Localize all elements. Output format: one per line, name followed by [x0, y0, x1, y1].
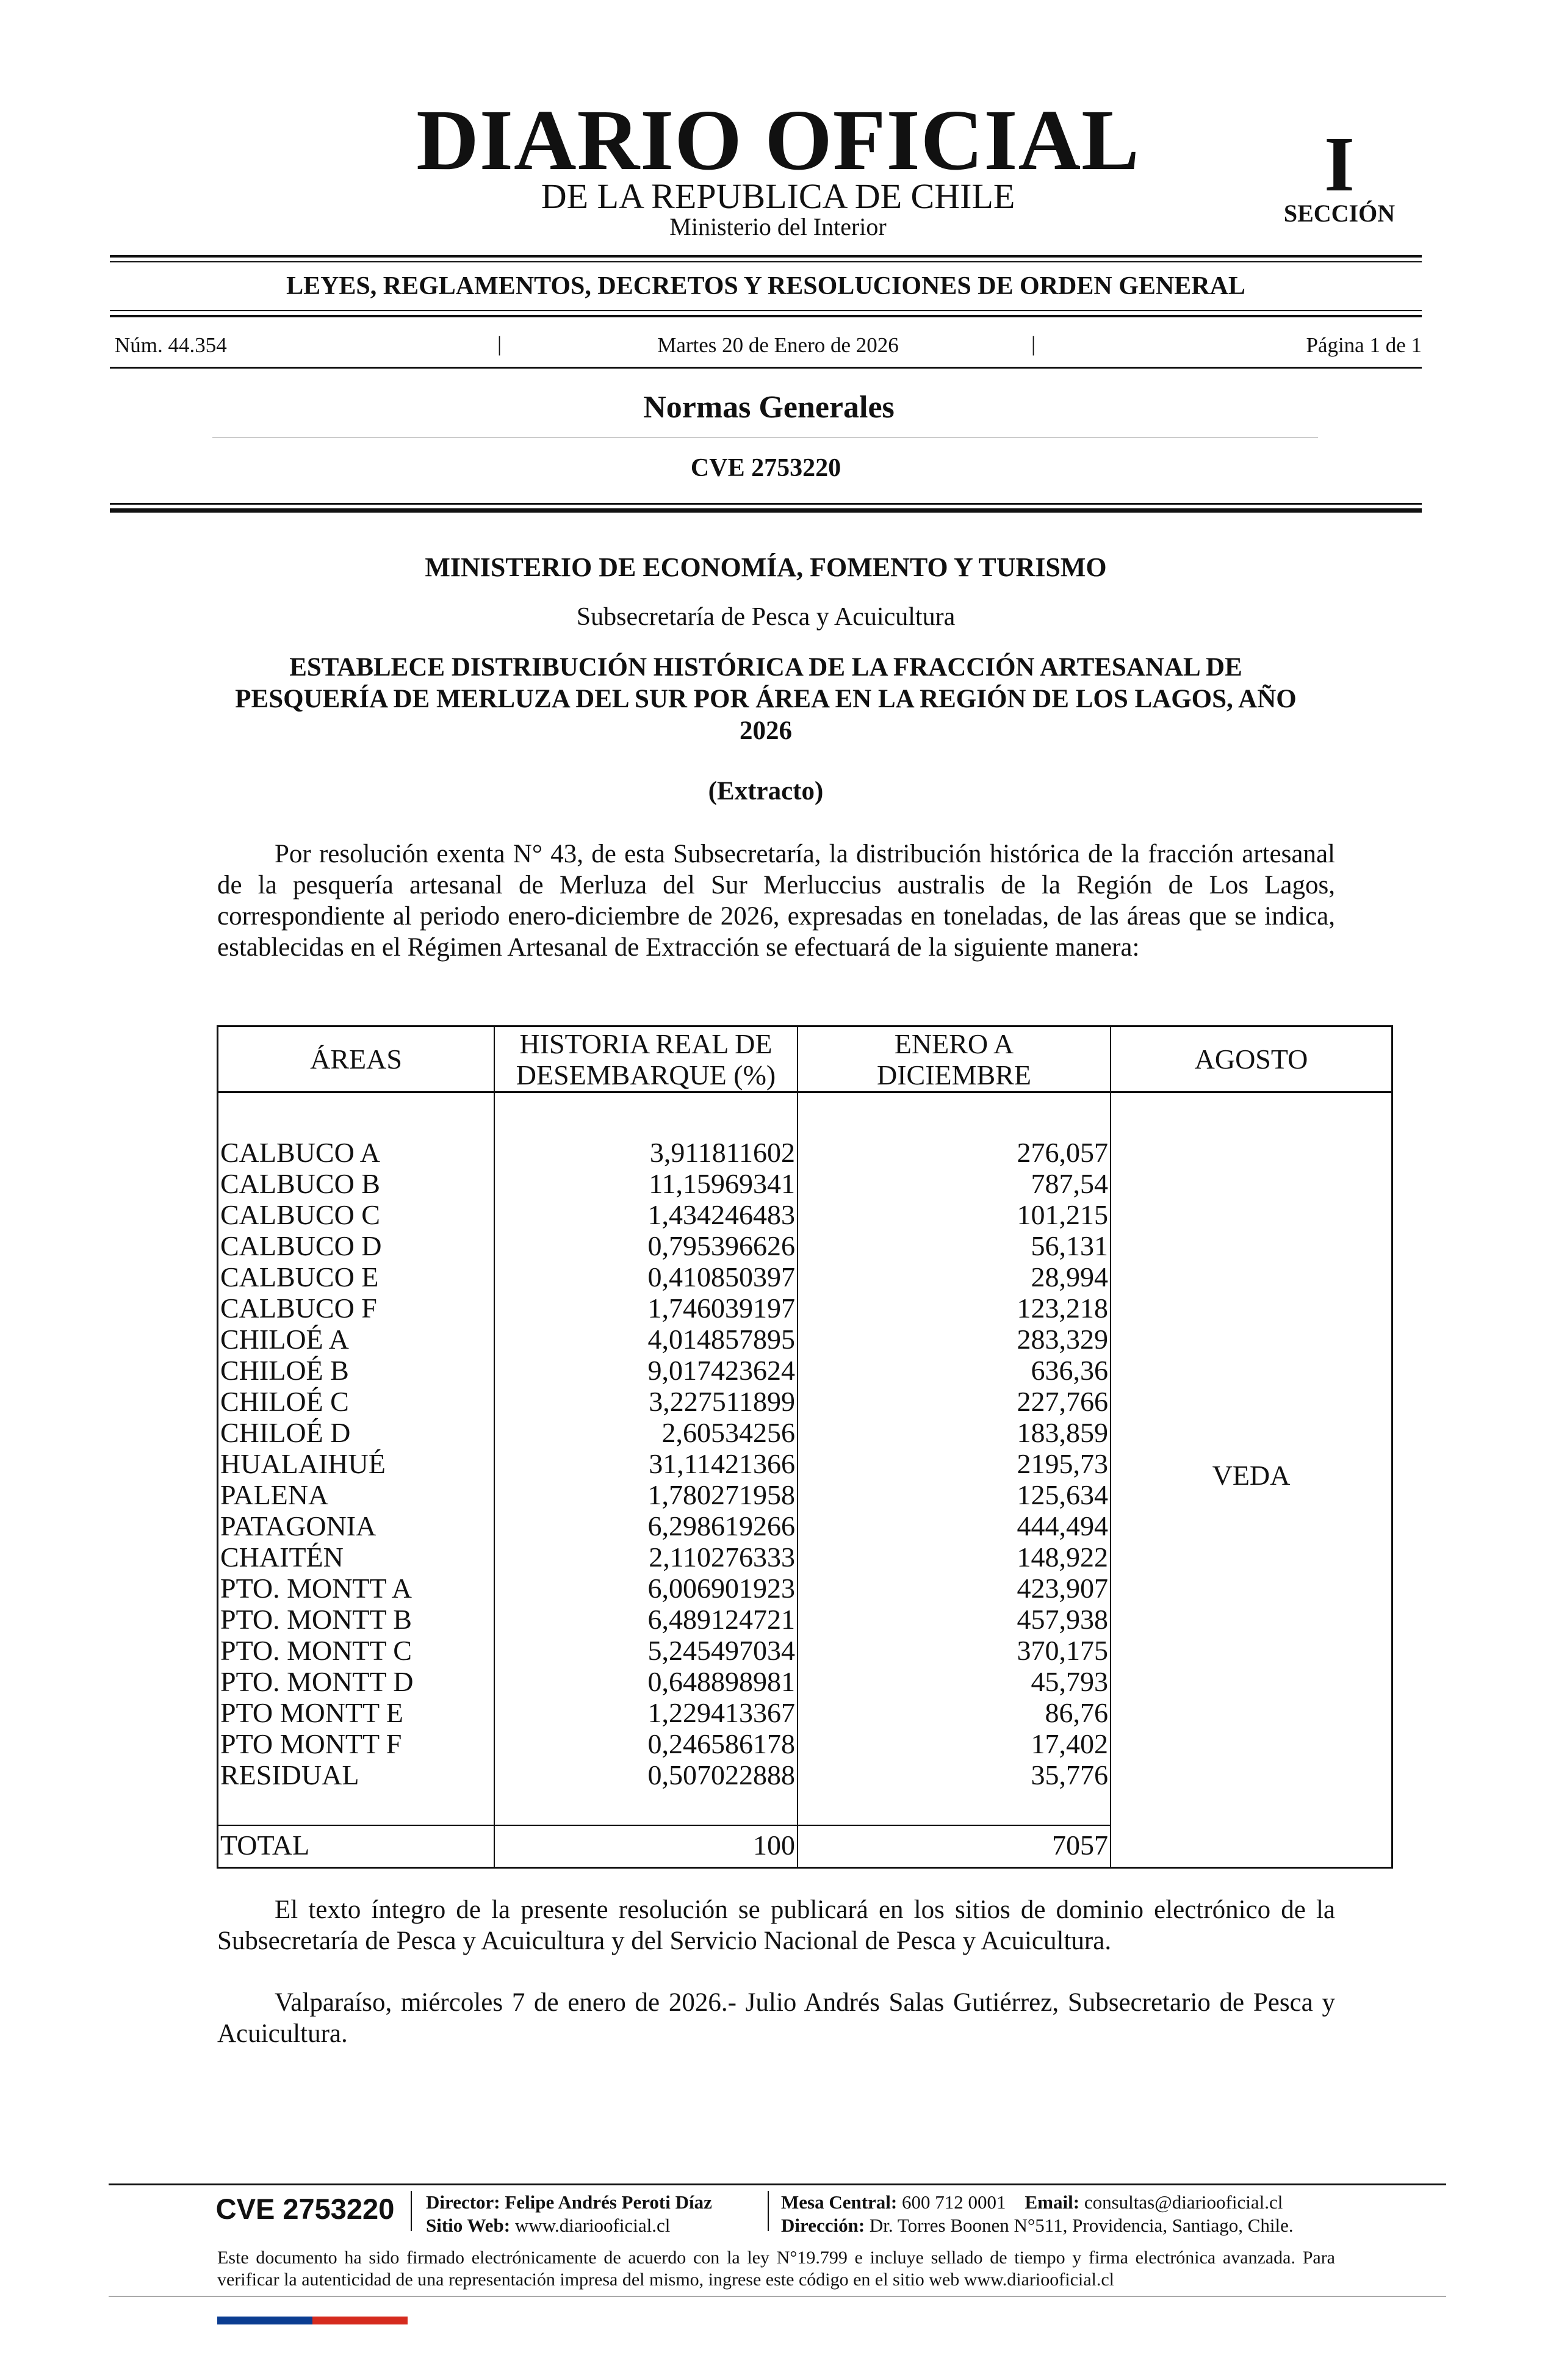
table-row-historia: 0,507022888 [647, 1759, 795, 1790]
table-row-area: CHILOÉ C [220, 1386, 349, 1417]
table-row-enero: 423,907 [1017, 1573, 1108, 1604]
footer-divider [109, 2183, 1446, 2185]
table-row-enero: 276,057 [1017, 1137, 1108, 1168]
web-link[interactable]: www.diariooficial.cl [514, 2215, 671, 2236]
section-label: SECCIÓN [1283, 200, 1396, 227]
table-row-enero: 86,76 [1045, 1697, 1108, 1728]
flag-color-bar [217, 2317, 408, 2324]
table-column-rule [1110, 1025, 1111, 1869]
table-row-area: CALBUCO F [220, 1293, 377, 1324]
table-row-area: CALBUCO B [220, 1168, 380, 1199]
table-border [217, 1867, 1393, 1869]
footer-cve: CVE 2753220 [215, 2193, 395, 2225]
cve-code: CVE 2753220 [690, 454, 841, 482]
table-row-historia: 6,006901923 [647, 1573, 795, 1604]
table-row-area: CHAITÉN [220, 1542, 344, 1573]
divider [110, 310, 1422, 311]
table-row-area: CALBUCO E [220, 1261, 379, 1293]
table-total-rule [217, 1825, 1111, 1826]
table-row-historia: 3,911811602 [649, 1137, 795, 1168]
masthead-subtitle: DE LA REPUBLICA DE CHILE [541, 176, 1015, 216]
table-row-historia: 4,014857895 [647, 1324, 795, 1355]
director-name: Felipe Andrés Peroti Díaz [505, 2191, 712, 2213]
address-label: Dirección: [781, 2215, 865, 2236]
table-row-historia: 0,410850397 [647, 1261, 795, 1293]
table-row-historia: 11,15969341 [649, 1168, 795, 1199]
table-row-historia: 1,780271958 [647, 1479, 795, 1510]
table-row-historia: 3,227511899 [649, 1386, 795, 1417]
table-row-enero: 28,994 [1031, 1261, 1108, 1293]
table-border [217, 1025, 218, 1869]
flag-bar-blue [217, 2317, 312, 2324]
table-row-enero: 35,776 [1031, 1759, 1108, 1790]
table-row-enero: 787,54 [1031, 1168, 1108, 1199]
web-label: Sitio Web: [426, 2215, 511, 2236]
table-row-enero: 2195,73 [1017, 1448, 1108, 1479]
veda-cell: VEDA [1212, 1460, 1291, 1491]
table-row-historia: 0,246586178 [647, 1728, 795, 1759]
table-row-area: CALBUCO D [220, 1230, 382, 1261]
issue-separator: | [1031, 332, 1036, 356]
table-row-historia: 1,434246483 [647, 1199, 795, 1230]
extract-label: (Extracto) [708, 777, 824, 806]
closing-paragraph: El texto íntegro de la presente resolución se publicará en los sitios de dominio electrónico de la Subsecretaría de Pesca y Acuicultura y del Servicio Nacional de Pesca y Acuicultura. [217, 1895, 1335, 1955]
table-row-historia: 0,648898981 [647, 1666, 795, 1697]
divider [110, 255, 1422, 258]
table-row-area: PTO. MONTT C [220, 1635, 412, 1666]
table-row-historia: 1,746039197 [647, 1293, 795, 1324]
issue-number: Núm. 44.354 [115, 333, 227, 357]
total-enero: 7057 [1052, 1830, 1108, 1861]
masthead-ministry: Ministerio del Interior [669, 213, 887, 240]
section-heading: Normas Generales [643, 390, 895, 425]
address-value: Dr. Torres Boonen N°511, Providencia, Santiago, Chile. [869, 2215, 1294, 2236]
table-row-enero: 370,175 [1017, 1635, 1108, 1666]
footer-contact-block [781, 2191, 1294, 2237]
header-enero-line2: DICIEMBRE [877, 1059, 1031, 1091]
divider [110, 261, 1422, 262]
divider [110, 315, 1422, 317]
table-header-rule [217, 1091, 1393, 1093]
intro-paragraph: Por resolución exenta N° 43, de esta Subsecretaría, la distribución histórica de la fracción artesanal de la pesquería artesanal de Merluza del Sur Merluccius australis de la Región de Los Lagos, correspondiente al periodo enero-diciembre de 2026, expresadas en toneladas, de las áreas que se indica, establecidas en el Régimen Artesanal de Extracción se efectuará de la siguiente manera: [217, 840, 1335, 962]
issue-date: Martes 20 de Enero de 2026 [657, 333, 899, 357]
mesa-phone: 600 712 0001 [902, 2191, 1006, 2213]
header-enero-line1: ENERO A [894, 1028, 1014, 1059]
director-label: Director: [426, 2191, 500, 2213]
table-row-area: CALBUCO A [220, 1137, 380, 1168]
ministry-heading: MINISTERIO DE ECONOMÍA, FOMENTO Y TURISMO [425, 552, 1107, 582]
table-row-area: CHILOÉ B [220, 1355, 349, 1386]
header-areas: ÁREAS [310, 1044, 402, 1075]
table-row-historia: 0,795396626 [647, 1230, 795, 1261]
footer-legal-notice: Este documento ha sido firmado electrónicamente de acuerdo con la ley N°19.799 e incluye sellado de tiempo y firma electrónica avanzada. Para verificar la autenticidad de una representación impresa del mismo, ingrese este código en el sitio web www.diariooficial.cl [217, 2248, 1335, 2290]
table-row-area: PTO. MONTT D [220, 1666, 414, 1697]
table-row-enero: 123,218 [1017, 1293, 1108, 1324]
table-row-area: PTO MONTT E [220, 1697, 403, 1728]
table-row-enero: 17,402 [1031, 1728, 1108, 1759]
divider [110, 508, 1422, 513]
email-link[interactable]: consultas@diariooficial.cl [1084, 2191, 1283, 2213]
table-row-area: PALENA [220, 1479, 329, 1510]
table-row-historia: 9,017423624 [647, 1355, 795, 1386]
table-row-enero: 148,922 [1017, 1542, 1108, 1573]
banner-heading: LEYES, REGLAMENTOS, DECRETOS Y RESOLUCIONES DE ORDEN GENERAL [286, 272, 1245, 300]
table-row-enero: 636,36 [1031, 1355, 1108, 1386]
table-row-area: CHILOÉ A [220, 1324, 349, 1355]
table-row-enero: 283,329 [1017, 1324, 1108, 1355]
issue-separator: | [497, 332, 502, 356]
table-row-historia: 6,298619266 [647, 1510, 795, 1542]
table-row-area: CHILOÉ D [220, 1417, 351, 1448]
flag-bar-red [312, 2317, 408, 2324]
footer-divider [109, 2296, 1446, 2297]
table-row-area: HUALAIHUÉ [220, 1448, 386, 1479]
header-agosto: AGOSTO [1194, 1044, 1308, 1075]
divider [110, 503, 1422, 505]
table-row-enero: 183,859 [1017, 1417, 1108, 1448]
table-row-enero: 45,793 [1031, 1666, 1108, 1697]
section-number: I [1324, 121, 1355, 207]
table-row-area: RESIDUAL [220, 1759, 359, 1790]
table-row-enero: 444,494 [1017, 1510, 1108, 1542]
signature-paragraph: Valparaíso, miércoles 7 de enero de 2026.- Julio Andrés Salas Gutiérrez, Subsecretario de Pesca y Acuicultura. [217, 1988, 1335, 2048]
table-row-enero: 227,766 [1017, 1386, 1108, 1417]
table-row-enero: 457,938 [1017, 1604, 1108, 1635]
footer-separator [768, 2191, 769, 2231]
table-row-area: PTO. MONTT A [220, 1573, 412, 1604]
table-row-area: PTO. MONTT B [220, 1604, 412, 1635]
table-row-historia: 1,229413367 [647, 1697, 795, 1728]
table-row-area: CALBUCO C [220, 1199, 380, 1230]
table-row-area: PTO MONTT F [220, 1728, 402, 1759]
table-row-historia: 2,60534256 [661, 1417, 795, 1448]
table-border [217, 1025, 1393, 1027]
table-border [1391, 1025, 1393, 1869]
header-historia-line1: HISTORIA REAL DE [519, 1028, 773, 1059]
table-row-enero: 56,131 [1031, 1230, 1108, 1261]
email-label: Email: [1025, 2191, 1080, 2213]
table-row-historia: 2,110276333 [649, 1542, 795, 1573]
divider [212, 437, 1318, 438]
footer-separator [411, 2191, 412, 2231]
footer-director-block [426, 2191, 712, 2237]
mesa-label: Mesa Central: [781, 2191, 898, 2213]
total-historia: 100 [753, 1830, 795, 1861]
divider [110, 367, 1422, 369]
distribution-table [217, 1025, 1393, 1869]
issue-page: Página 1 de 1 [1306, 333, 1422, 357]
table-row-historia: 6,489124721 [647, 1604, 795, 1635]
subsecretaria-heading: Subsecretaría de Pesca y Acuicultura [576, 603, 956, 631]
table-row-enero: 125,634 [1017, 1479, 1108, 1510]
table-row-historia: 5,245497034 [647, 1635, 795, 1666]
table-row-enero: 101,215 [1017, 1199, 1108, 1230]
masthead-title: DIARIO OFICIAL [416, 92, 1140, 188]
table-row-historia: 31,11421366 [649, 1448, 795, 1479]
header-historia-line2: DESEMBARQUE (%) [516, 1059, 776, 1091]
document-title: ESTABLECE DISTRIBUCIÓN HISTÓRICA DE LA FRACCIÓN ARTESANAL DE PESQUERÍA DE MERLUZA DEL SUR POR ÁREA EN LA REGIÓN DE LOS LAGOS, AÑO 2026 [235, 653, 1297, 745]
table-row-area: PATAGONIA [220, 1510, 376, 1542]
total-label: TOTAL [220, 1830, 310, 1861]
